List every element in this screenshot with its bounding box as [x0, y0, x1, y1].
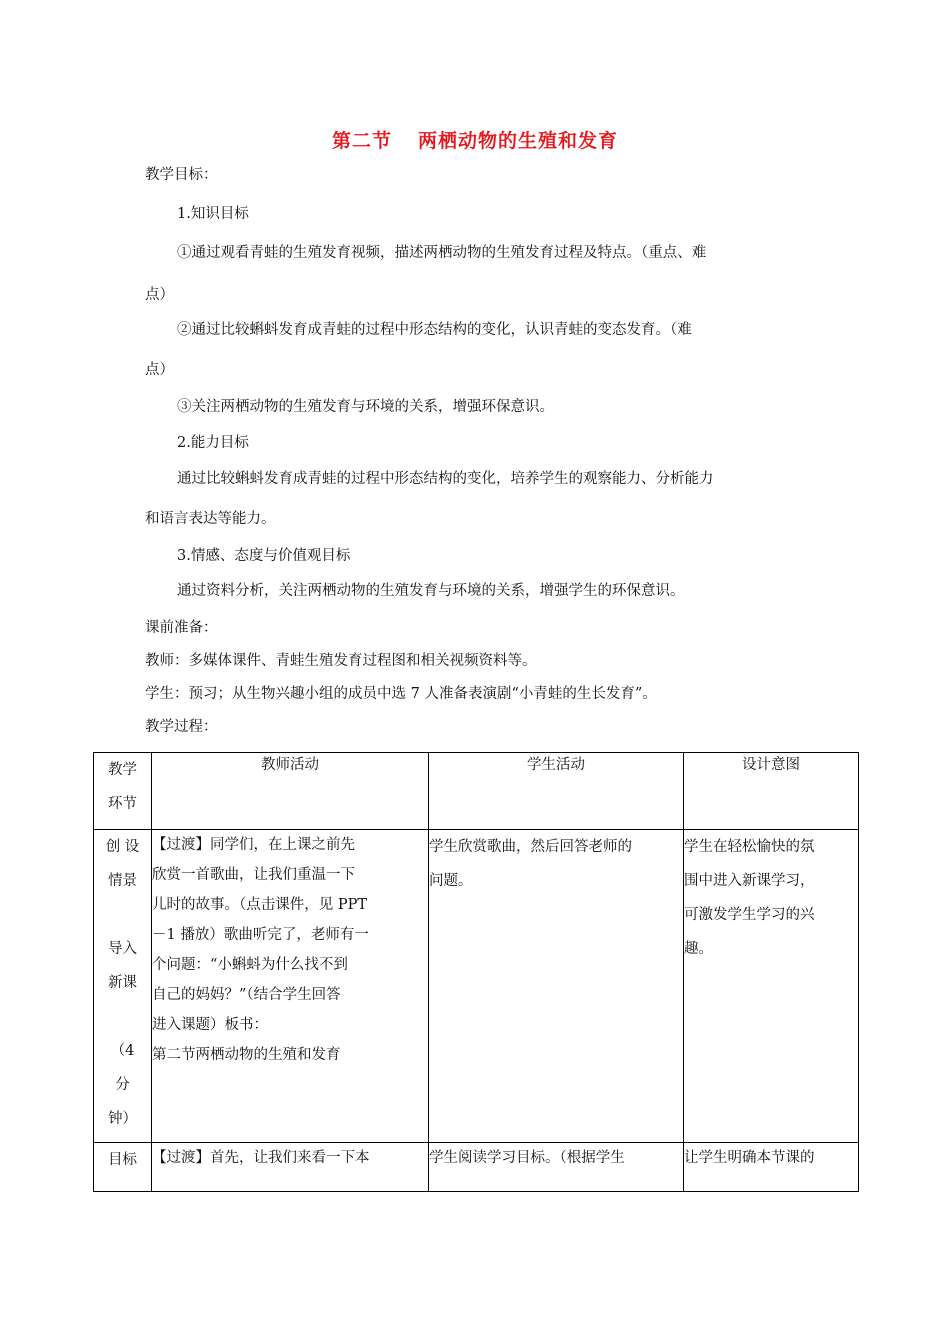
page-title: [0, 126, 950, 153]
emotion-goal-1: 通过资料分析，关注两栖动物的生殖发育与环境的关系，增强学生的环保意识。: [177, 583, 685, 599]
header-student: 学生活动: [429, 753, 684, 830]
ability-goal-1: 通过比较蝌蚪发育成青蛙的过程中形态结构的变化，培养学生的观察能力、分析能力: [177, 471, 714, 487]
knowledge-goal-2-cont: 点）: [145, 362, 174, 378]
prep-heading: 课前准备：: [145, 620, 218, 636]
header-teacher: 教师活动: [152, 753, 429, 830]
knowledge-goal-1-cont: 点）: [145, 287, 174, 303]
title-topic: 两栖动物的生殖和发育: [418, 130, 619, 152]
knowledge-goal-title: 1.知识目标: [177, 206, 249, 222]
row2-design-intent: 让学生明确本节课的: [684, 1143, 859, 1192]
process-table: [93, 752, 859, 1192]
header-intent: 设计意图: [684, 753, 859, 830]
emotion-goal-title: 3.情感、态度与价值观目标: [177, 548, 351, 564]
ability-goal-1-cont: 和语言表达等能力。: [145, 511, 276, 527]
knowledge-goal-2: ②通过比较蝌蚪发育成青蛙的过程中形态结构的变化，认识青蛙的变态发育。（难: [177, 322, 692, 338]
header-stage: 教学 环节: [94, 753, 152, 830]
row1-student-activity: 学生欣赏歌曲，然后回答老师的 问题。: [429, 830, 684, 1143]
row2-student-activity: 学生阅读学习目标。（根据学生: [429, 1143, 684, 1192]
table-row: [94, 1143, 859, 1192]
knowledge-goal-1: ①通过观看青蛙的生殖发育视频，描述两栖动物的生殖发育过程及特点。（重点、难: [177, 245, 707, 261]
row1-teacher-activity: 【过渡】同学们，在上课之前先 欣赏一首歌曲，让我们重温一下 儿时的故事。（点击课件，见 PPT －1 播放）歌曲听完了，老师有一 个问题：“小蝌蚪为什么找不到 自己的妈妈？”（结合学生回答 进入课题）板书： 第二节两栖动物的生殖和发育: [152, 830, 429, 1143]
ability-goal-title: 2.能力目标: [177, 435, 249, 451]
row1-stage: 创 设 情景 导入 新课 （4 分 钟）: [94, 830, 152, 1143]
prep-teacher: 教师：多媒体课件、青蛙生殖发育过程图和相关视频资料等。: [145, 653, 537, 669]
knowledge-goal-3: ③关注两栖动物的生殖发育与环境的关系，增强环保意识。: [177, 399, 554, 415]
row2-teacher-activity: 【过渡】首先，让我们来看一下本: [152, 1143, 429, 1192]
goals-heading: 教学目标：: [145, 167, 218, 183]
row1-design-intent: 学生在轻松愉快的氛 围中进入新课学习， 可激发学生学习的兴 趣。: [684, 830, 859, 1143]
table-header-row: [94, 753, 859, 830]
table-row: [94, 830, 859, 1143]
process-heading: 教学过程：: [145, 719, 218, 735]
row2-stage: 目标: [94, 1143, 152, 1192]
title-section: 第二节: [331, 130, 392, 152]
prep-student: 学生：预习；从生物兴趣小组的成员中选 7 人准备表演剧“小青蛙的生长发育”。: [145, 686, 657, 702]
